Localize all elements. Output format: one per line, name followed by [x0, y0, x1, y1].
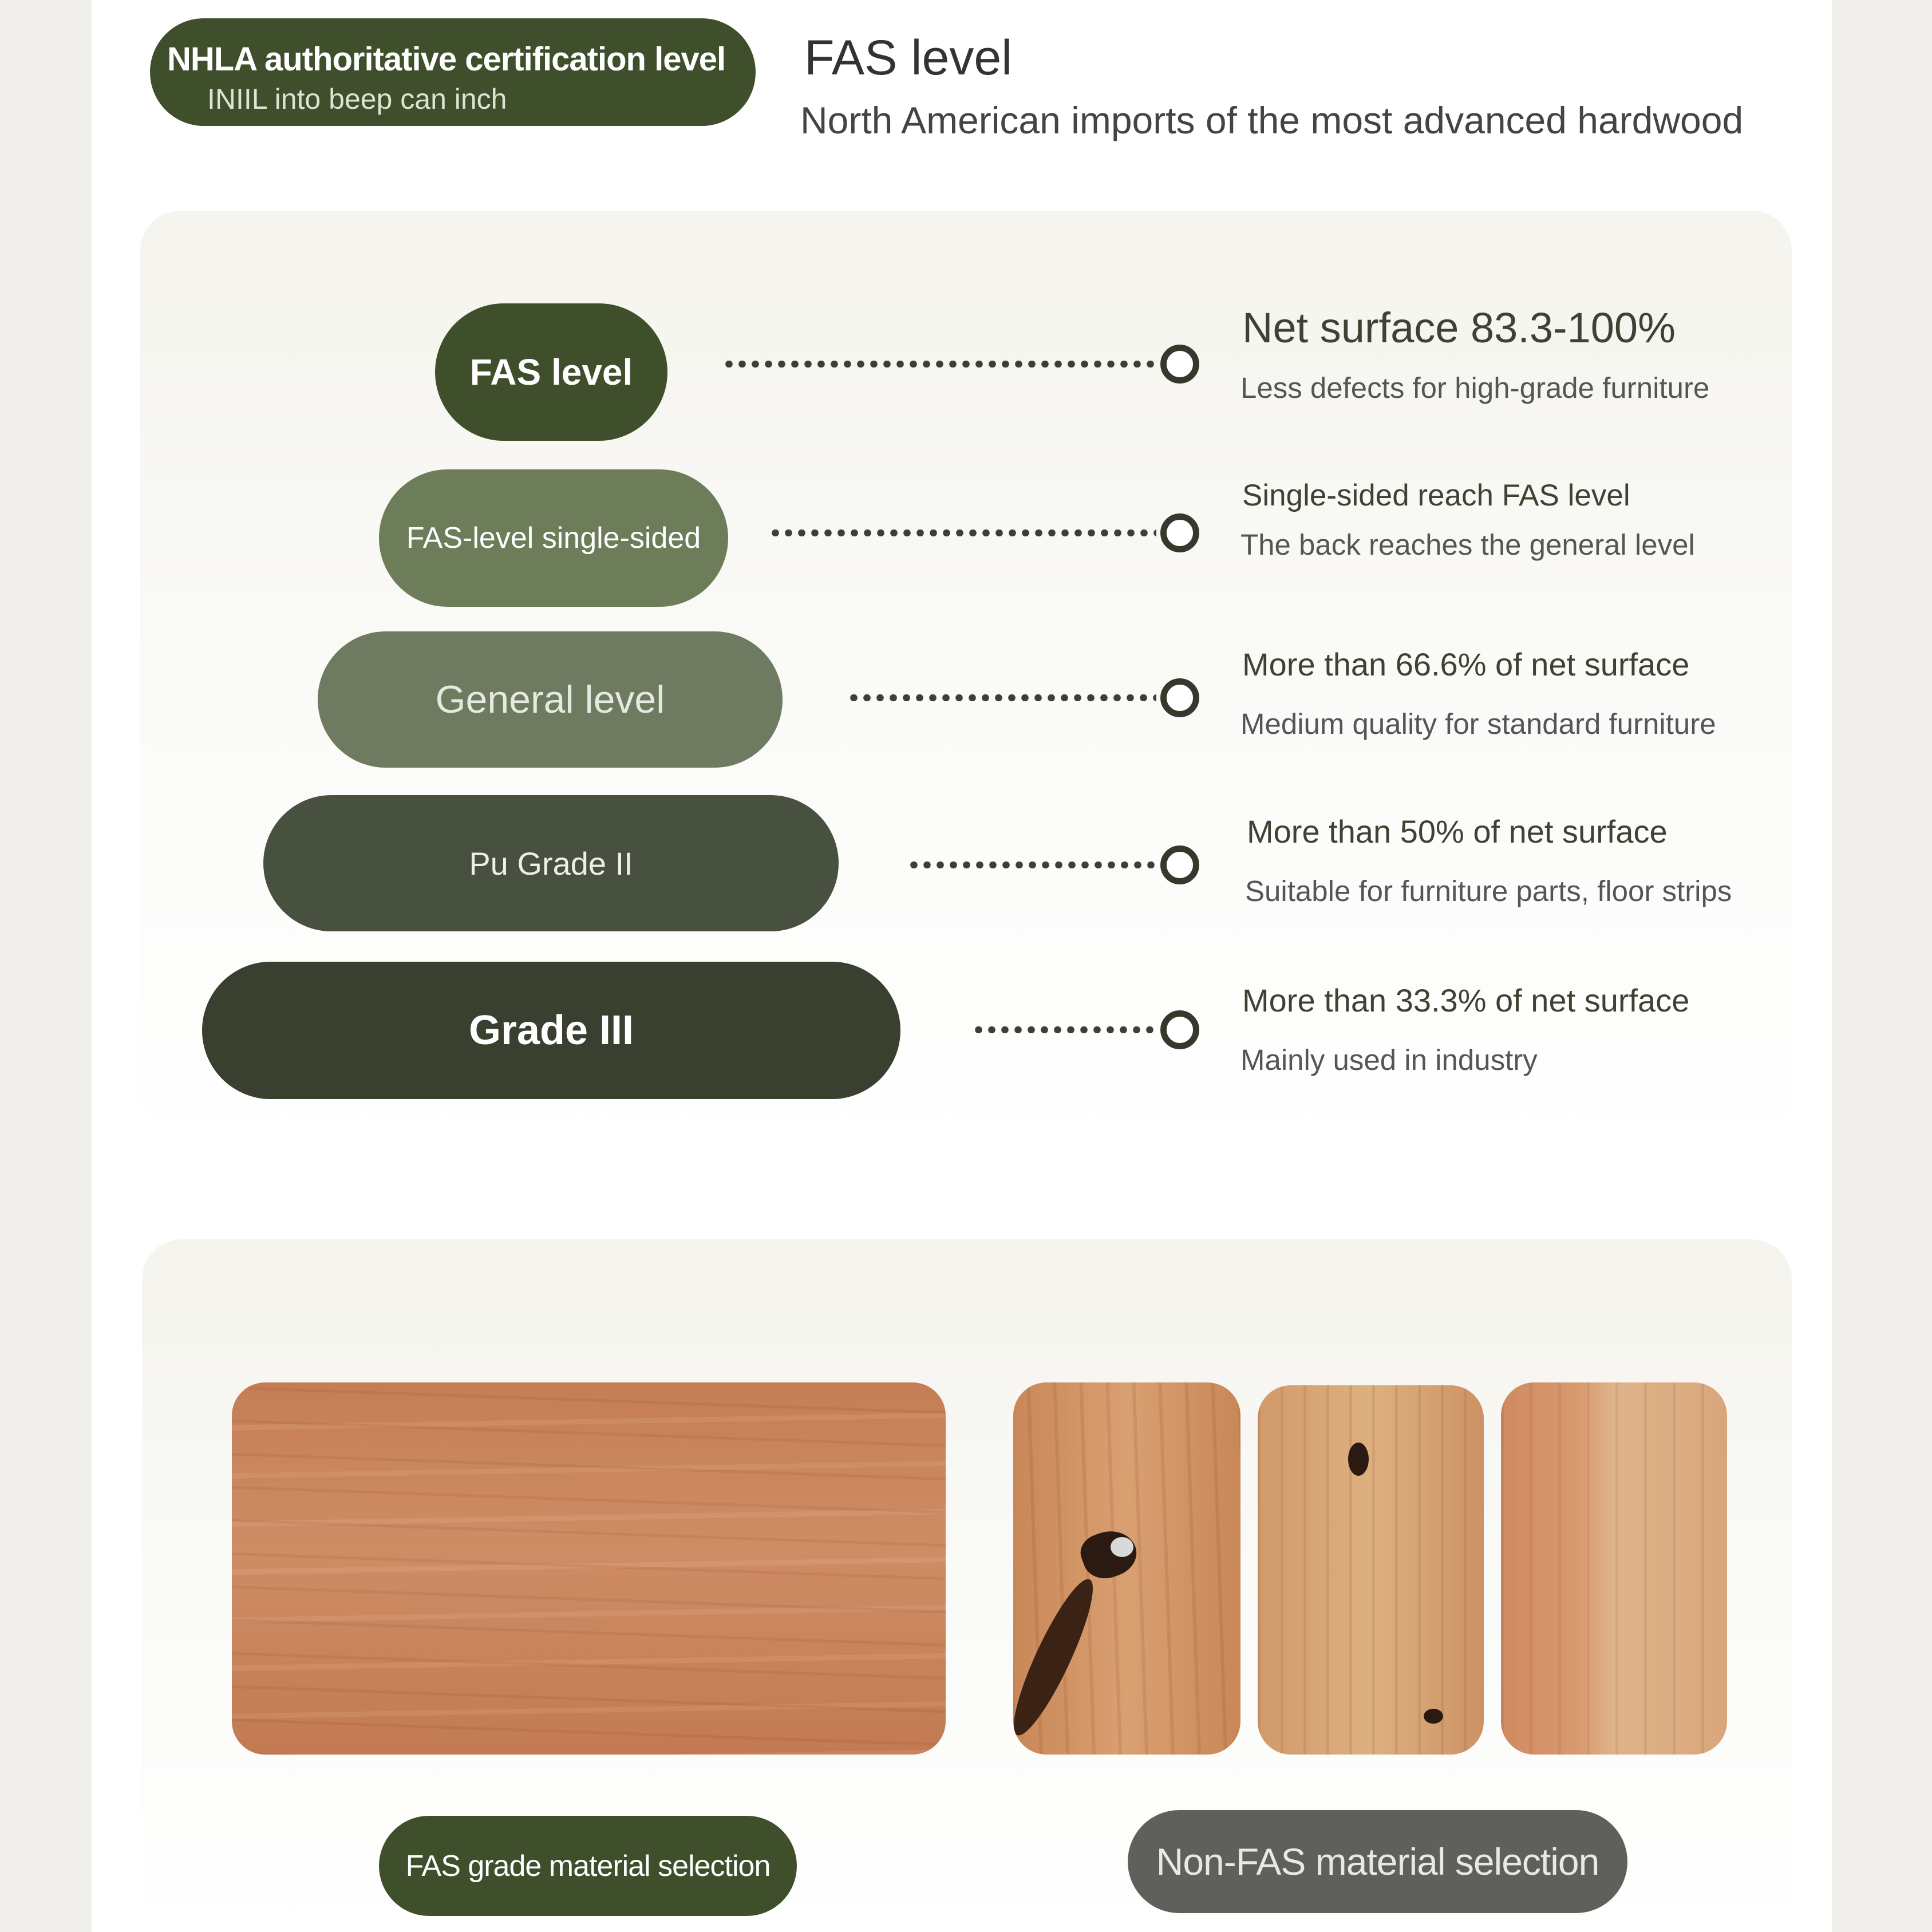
- grade-description: Mainly used in industry: [1240, 1044, 1538, 1076]
- grade-title: More than 33.3% of net surface: [1242, 982, 1690, 1018]
- non-fas-material-label: [1128, 1810, 1627, 1913]
- grade-description: Suitable for furniture parts, floor strips: [1245, 875, 1732, 907]
- small-knot-wood-sample-image: [1258, 1385, 1484, 1755]
- connector-node-icon: [1160, 513, 1199, 552]
- connector-node-icon: [1160, 345, 1199, 384]
- connector-node-icon: [1160, 1010, 1199, 1049]
- grade-pill-label: FAS-level single-sided: [406, 521, 701, 555]
- page-subtitle: North American imports of the most advanced hardwood: [800, 99, 1744, 141]
- connector-line: [722, 361, 1156, 368]
- grade-pill-label: Grade III: [468, 1008, 634, 1053]
- grade-description: Less defects for high-grade furniture: [1240, 372, 1710, 404]
- grade-title: Net surface 83.3-100%: [1242, 304, 1676, 351]
- knotted-wood-sample-image: [1013, 1382, 1240, 1755]
- grade-title: Single-sided reach FAS level: [1242, 479, 1630, 512]
- grade-description: Medium quality for standard furniture: [1240, 708, 1716, 740]
- grade-pill-grade-ii: [263, 795, 839, 931]
- grade-pill-label: General level: [435, 678, 665, 721]
- grade-pill-label: FAS level: [469, 351, 633, 393]
- fas-material-label-text: FAS grade material selection: [405, 1849, 771, 1883]
- certification-badge: [150, 18, 756, 126]
- grade-pill-fas-single-sided: [379, 469, 728, 607]
- certification-badge-subtitle: INIIL into beep can inch: [207, 83, 507, 115]
- grade-pill-fas: [435, 303, 667, 441]
- connector-line: [907, 862, 1156, 868]
- mixed-color-wood-sample-image: [1501, 1382, 1727, 1755]
- non-fas-material-label-text: Non-FAS material selection: [1156, 1840, 1599, 1883]
- grade-pill-general: [318, 631, 783, 768]
- connector-node-icon: [1160, 846, 1199, 884]
- connector-line: [847, 694, 1156, 701]
- connector-node-icon: [1160, 678, 1199, 717]
- grade-title: More than 50% of net surface: [1247, 813, 1668, 850]
- grade-pill-label: Pu Grade II: [469, 845, 633, 882]
- page-title: FAS level: [804, 30, 1013, 85]
- grade-title: More than 66.6% of net surface: [1242, 646, 1690, 682]
- certification-badge-title: NHLA authoritative certification level: [167, 41, 726, 78]
- connector-line: [972, 1026, 1156, 1033]
- fas-wood-sample-image: [232, 1382, 946, 1755]
- fas-material-label: [379, 1816, 797, 1916]
- grade-description: The back reaches the general level: [1240, 528, 1695, 561]
- grade-pill-grade-iii: [202, 962, 900, 1099]
- connector-line: [769, 530, 1156, 536]
